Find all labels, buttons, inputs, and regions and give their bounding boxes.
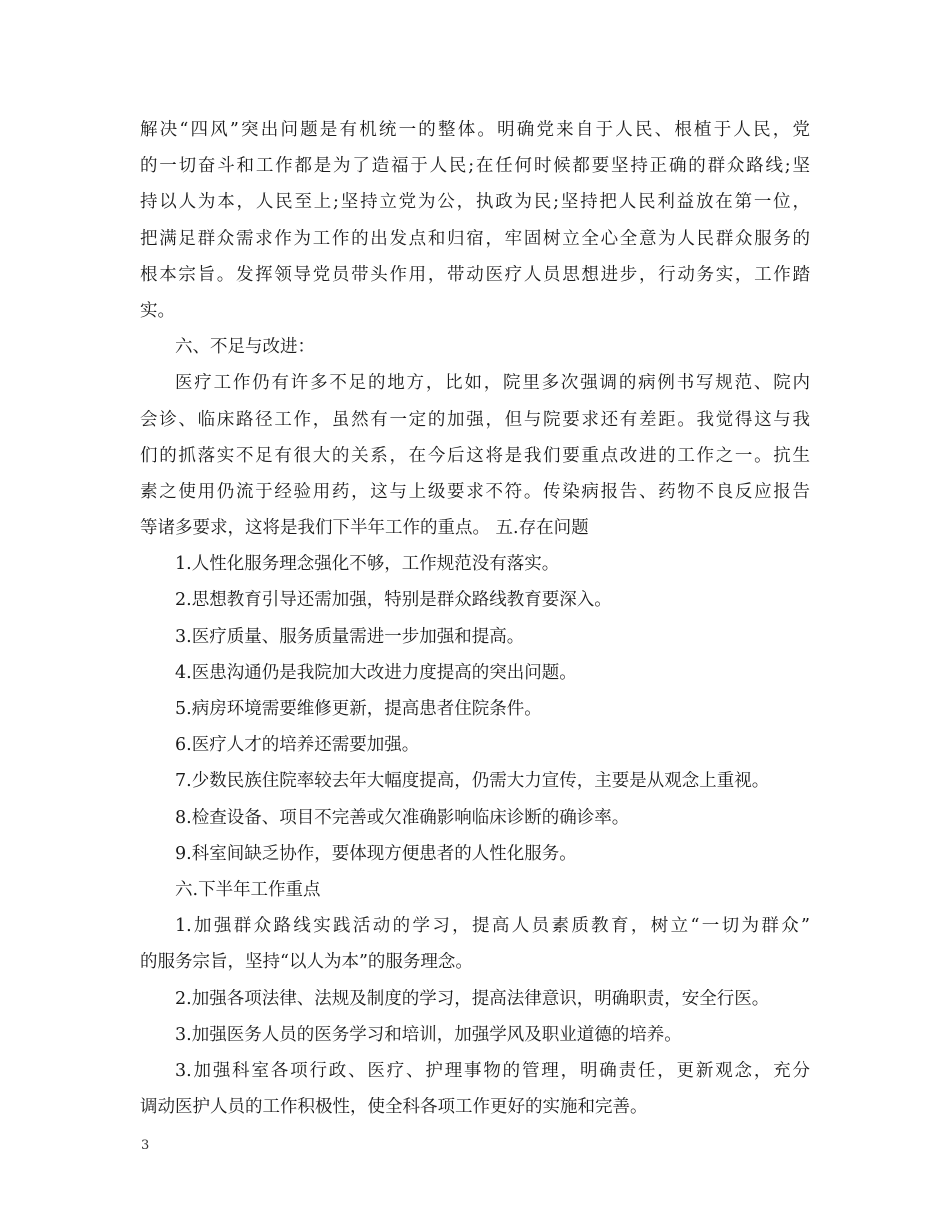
body-line: 持以人为本，人民至上;坚持立党为公，执政为民;坚持把人民利益放在第一位，: [140, 192, 810, 213]
document-body: [140, 112, 810, 1125]
body-line: 的一切奋斗和工作都是为了造福于人民;在任何时候都要坚持正确的群众路线;坚: [140, 156, 810, 177]
list-item: 2.加强各项法律、法规及制度的学习，提高法律意识，明确职责，安全行医。: [175, 988, 770, 1009]
list-item: 3.加强医务人员的医务学习和培训，加强学风及职业道德的培养。: [175, 1024, 682, 1045]
page-number: 3: [141, 1138, 150, 1153]
body-line: 把满足群众需求作为工作的出发点和归宿，牢固树立全心全意为人民群众服务的: [140, 228, 810, 249]
body-line: 医疗工作仍有许多不足的地方，比如，院里多次强调的病例书写规范、院内: [175, 373, 810, 394]
body-line: 素之使用仍流于经验用药，这与上级要求不符。传染病报告、药物不良反应报告: [140, 481, 810, 502]
list-item: 5.病房环境需要维修更新，提高患者住院条件。: [175, 699, 542, 719]
list-item: 的服务宗旨，坚持“以人为本”的服务理念。: [140, 952, 473, 973]
list-item: 1.加强群众路线实践活动的学习，提高人员素质教育，树立“一切为群众”: [175, 916, 810, 937]
body-line: 实。: [140, 300, 175, 321]
list-item: 调动医护人员的工作积极性，使全科各项工作更好的实施和完善。: [140, 1097, 648, 1118]
list-item: 3.加强科室各项行政、医疗、护理事物的管理，明确责任，更新观念，充分: [175, 1060, 810, 1081]
list-item: 1.人性化服务理念强化不够，工作规范没有落实。: [175, 554, 560, 575]
list-item: 3.医疗质量、服务质量需进一步加强和提高。: [175, 626, 525, 647]
body-line: 根本宗旨。发挥领导党员带头作用，带动医疗人员思想进步，行动务实，工作踏: [140, 264, 810, 285]
list-item: 7.少数民族住院率较去年大幅度提高，仍需大力宣传，主要是从观念上重视。: [175, 771, 770, 792]
body-line: 会诊、临床路径工作，虽然有一定的加强，但与院要求还有差距。我觉得这与我: [140, 409, 810, 430]
section-heading: 六、不足与改进：: [175, 337, 315, 358]
list-item: 6.医疗人才的培养还需要加强。: [175, 735, 420, 756]
body-line: 们的抓落实不足有很大的关系，在今后这将是我们要重点改进的工作之一。抗生: [140, 445, 810, 466]
list-item: 9.科室间缺乏协作，要体现方便患者的人性化服务。: [175, 843, 577, 864]
list-item: 2.思想教育引导还需加强，特别是群众路线教育要深入。: [175, 590, 612, 611]
body-line: 解决“四风”突出问题是有机统一的整体。明确党来自于人民、根植于人民，党: [140, 120, 810, 140]
body-line: 等诸多要求，这将是我们下半年工作的重点。 五.存在问题: [140, 518, 589, 539]
list-item: 8.检查设备、项目不完善或欠准确影响临床诊断的确诊率。: [175, 807, 630, 828]
list-item: 4.医患沟通仍是我院加大改进力度提高的突出问题。: [175, 662, 577, 683]
section-heading: 六.下半年工作重点: [175, 879, 321, 900]
